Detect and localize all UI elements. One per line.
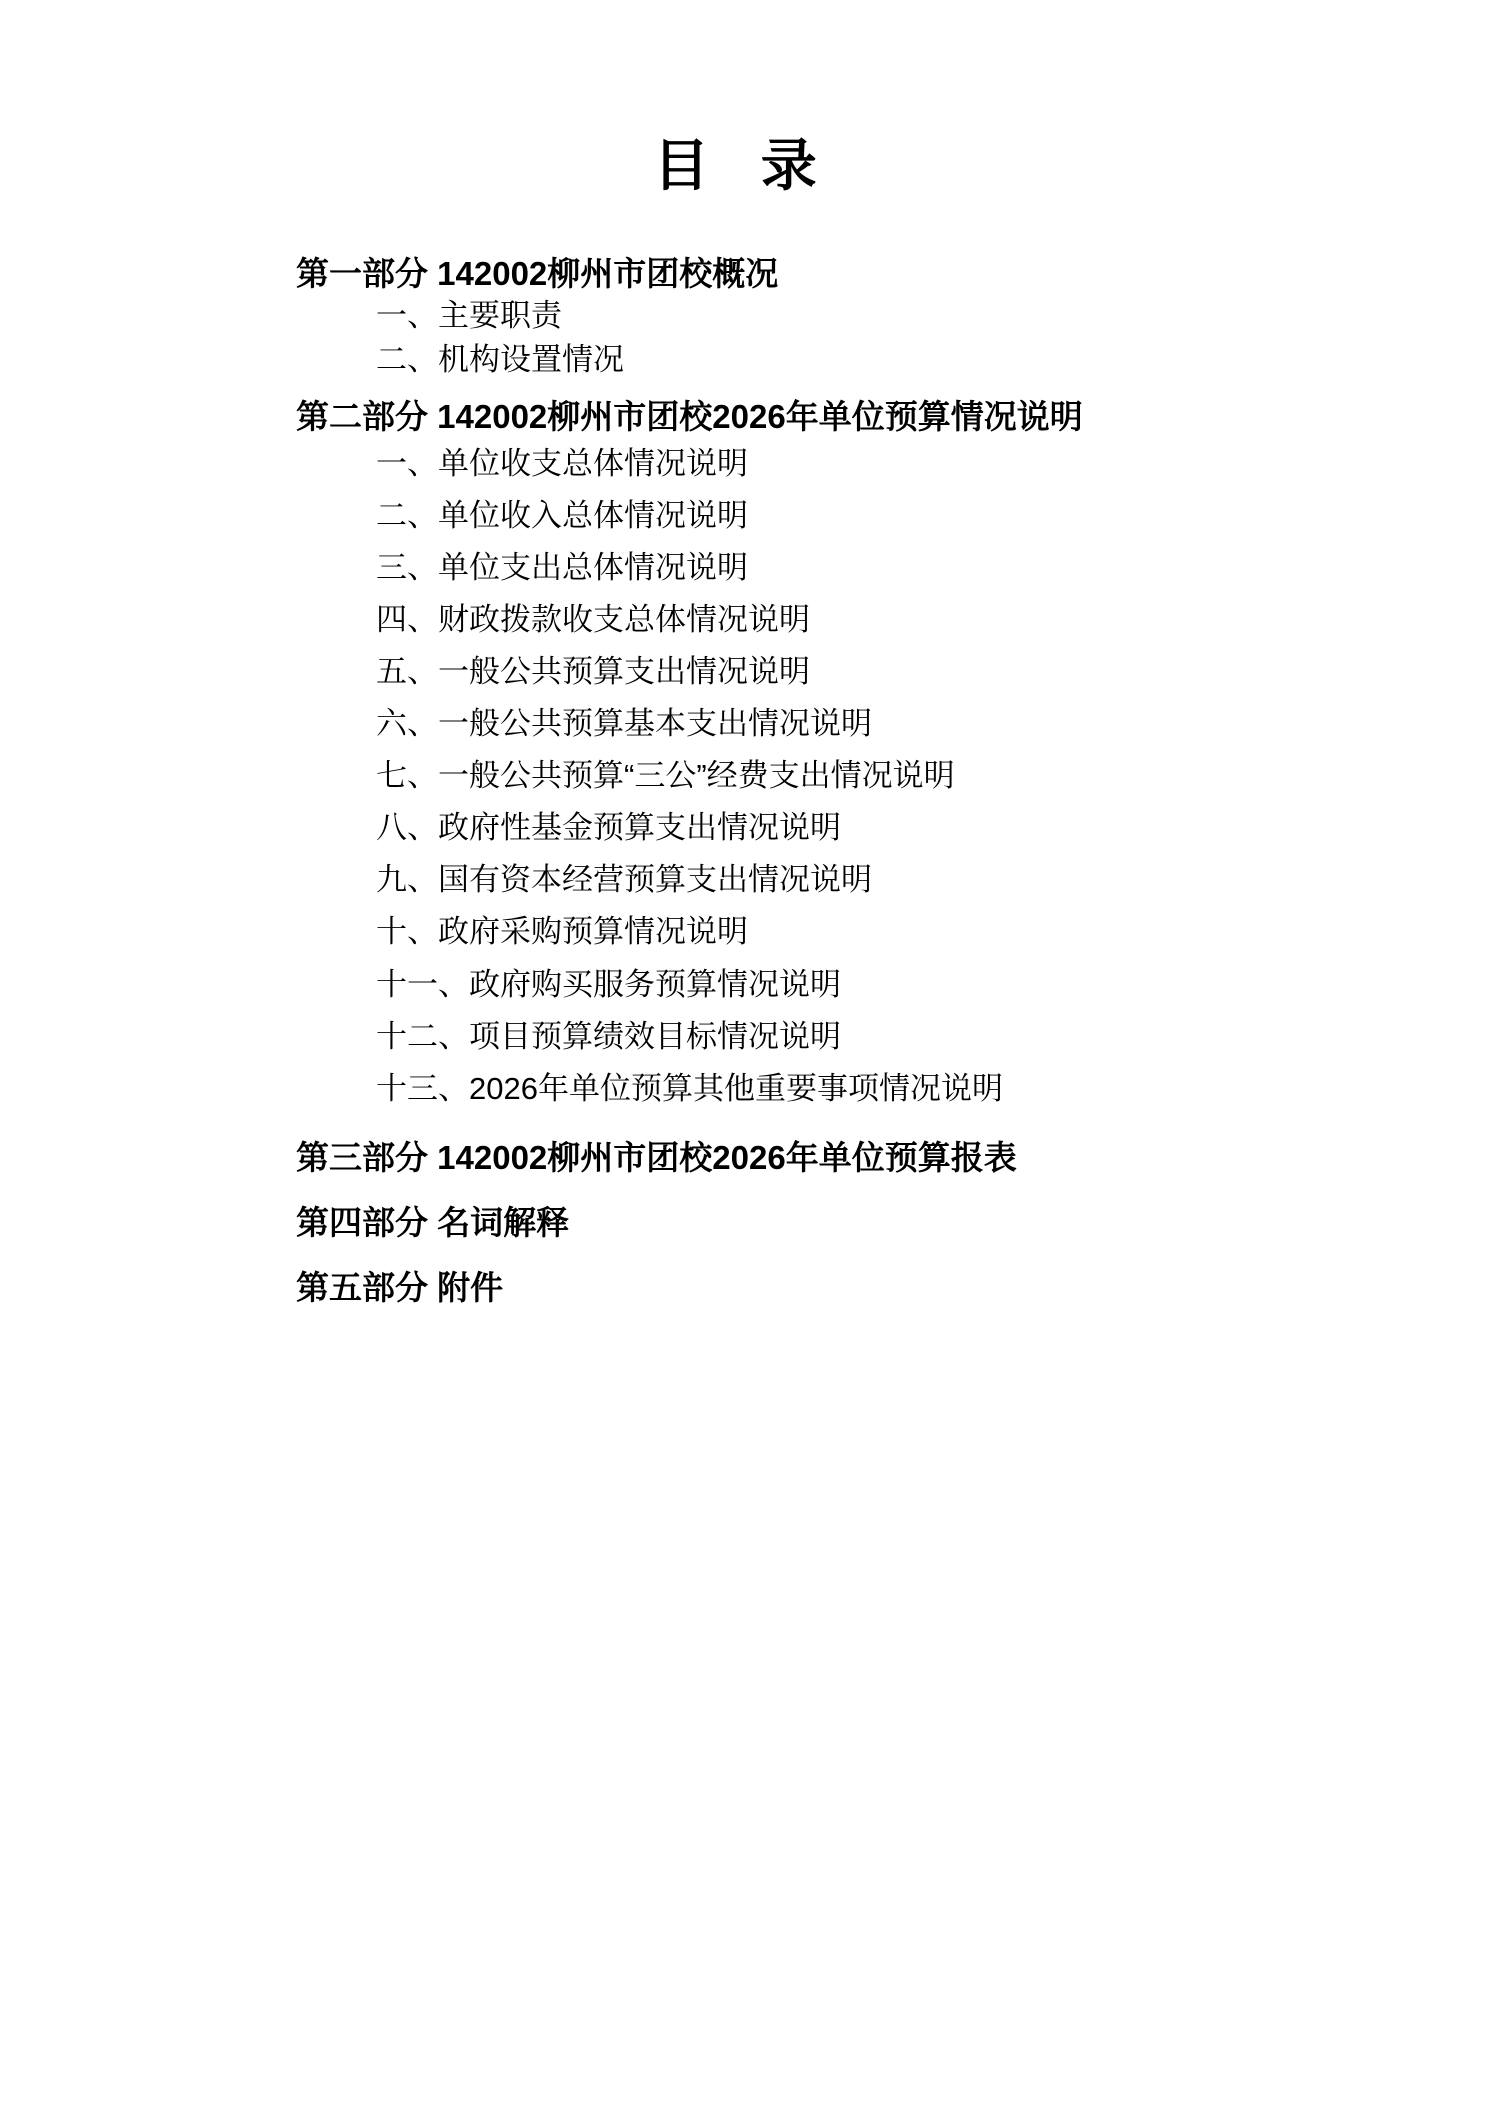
toc-section-4	[296, 1202, 1368, 1243]
table-of-contents	[0, 253, 1488, 1308]
toc-item[interactable]: 一、主要职责	[376, 298, 562, 334]
spacer	[296, 1178, 1368, 1202]
toc-sublist-part-1	[296, 294, 1368, 382]
toc-section-3	[296, 1137, 1368, 1178]
page-title: 目 录	[653, 134, 835, 197]
toc-item[interactable]: 一、单位收支总体情况说明	[376, 445, 748, 481]
toc-item[interactable]: 七、一般公共预算“三公”经费支出情况说明	[376, 758, 955, 794]
toc-item[interactable]: 三、单位支出总体情况说明	[376, 549, 748, 585]
toc-item[interactable]: 十二、项目预算绩效目标情况说明	[376, 1018, 841, 1054]
toc-section-2	[296, 396, 1368, 1114]
toc-item[interactable]: 十一、政府购买服务预算情况说明	[376, 966, 841, 1002]
toc-heading-part-2[interactable]: 第二部分 142002柳州市团校2026年单位预算情况说明	[296, 398, 1083, 436]
toc-heading-part-1[interactable]: 第一部分 142002柳州市团校概况	[296, 255, 779, 293]
spacer	[296, 1115, 1368, 1137]
toc-heading-part-5[interactable]: 第五部分 附件	[296, 1269, 504, 1307]
toc-sublist-part-2	[296, 438, 1368, 1115]
toc-item[interactable]: 六、一般公共预算基本支出情况说明	[376, 706, 872, 742]
toc-item[interactable]: 二、单位收入总体情况说明	[376, 497, 748, 533]
toc-item[interactable]: 四、财政拨款收支总体情况说明	[376, 601, 810, 637]
toc-item[interactable]: 五、一般公共预算支出情况说明	[376, 654, 810, 690]
toc-item[interactable]: 十、政府采购预算情况说明	[376, 914, 748, 950]
toc-section-5	[296, 1267, 1368, 1308]
toc-heading-part-4[interactable]: 第四部分 名词解释	[296, 1203, 570, 1241]
toc-section-1	[296, 253, 1368, 382]
toc-heading-part-3[interactable]: 第三部分 142002柳州市团校2026年单位预算报表	[296, 1138, 1017, 1176]
spacer	[296, 382, 1368, 396]
toc-item[interactable]: 二、机构设置情况	[376, 342, 624, 378]
toc-item[interactable]: 八、政府性基金预算支出情况说明	[376, 810, 841, 846]
toc-item[interactable]: 九、国有资本经营预算支出情况说明	[376, 862, 872, 898]
toc-item[interactable]: 十三、2026年单位预算其他重要事项情况说明	[376, 1070, 1003, 1106]
spacer	[296, 1243, 1368, 1267]
